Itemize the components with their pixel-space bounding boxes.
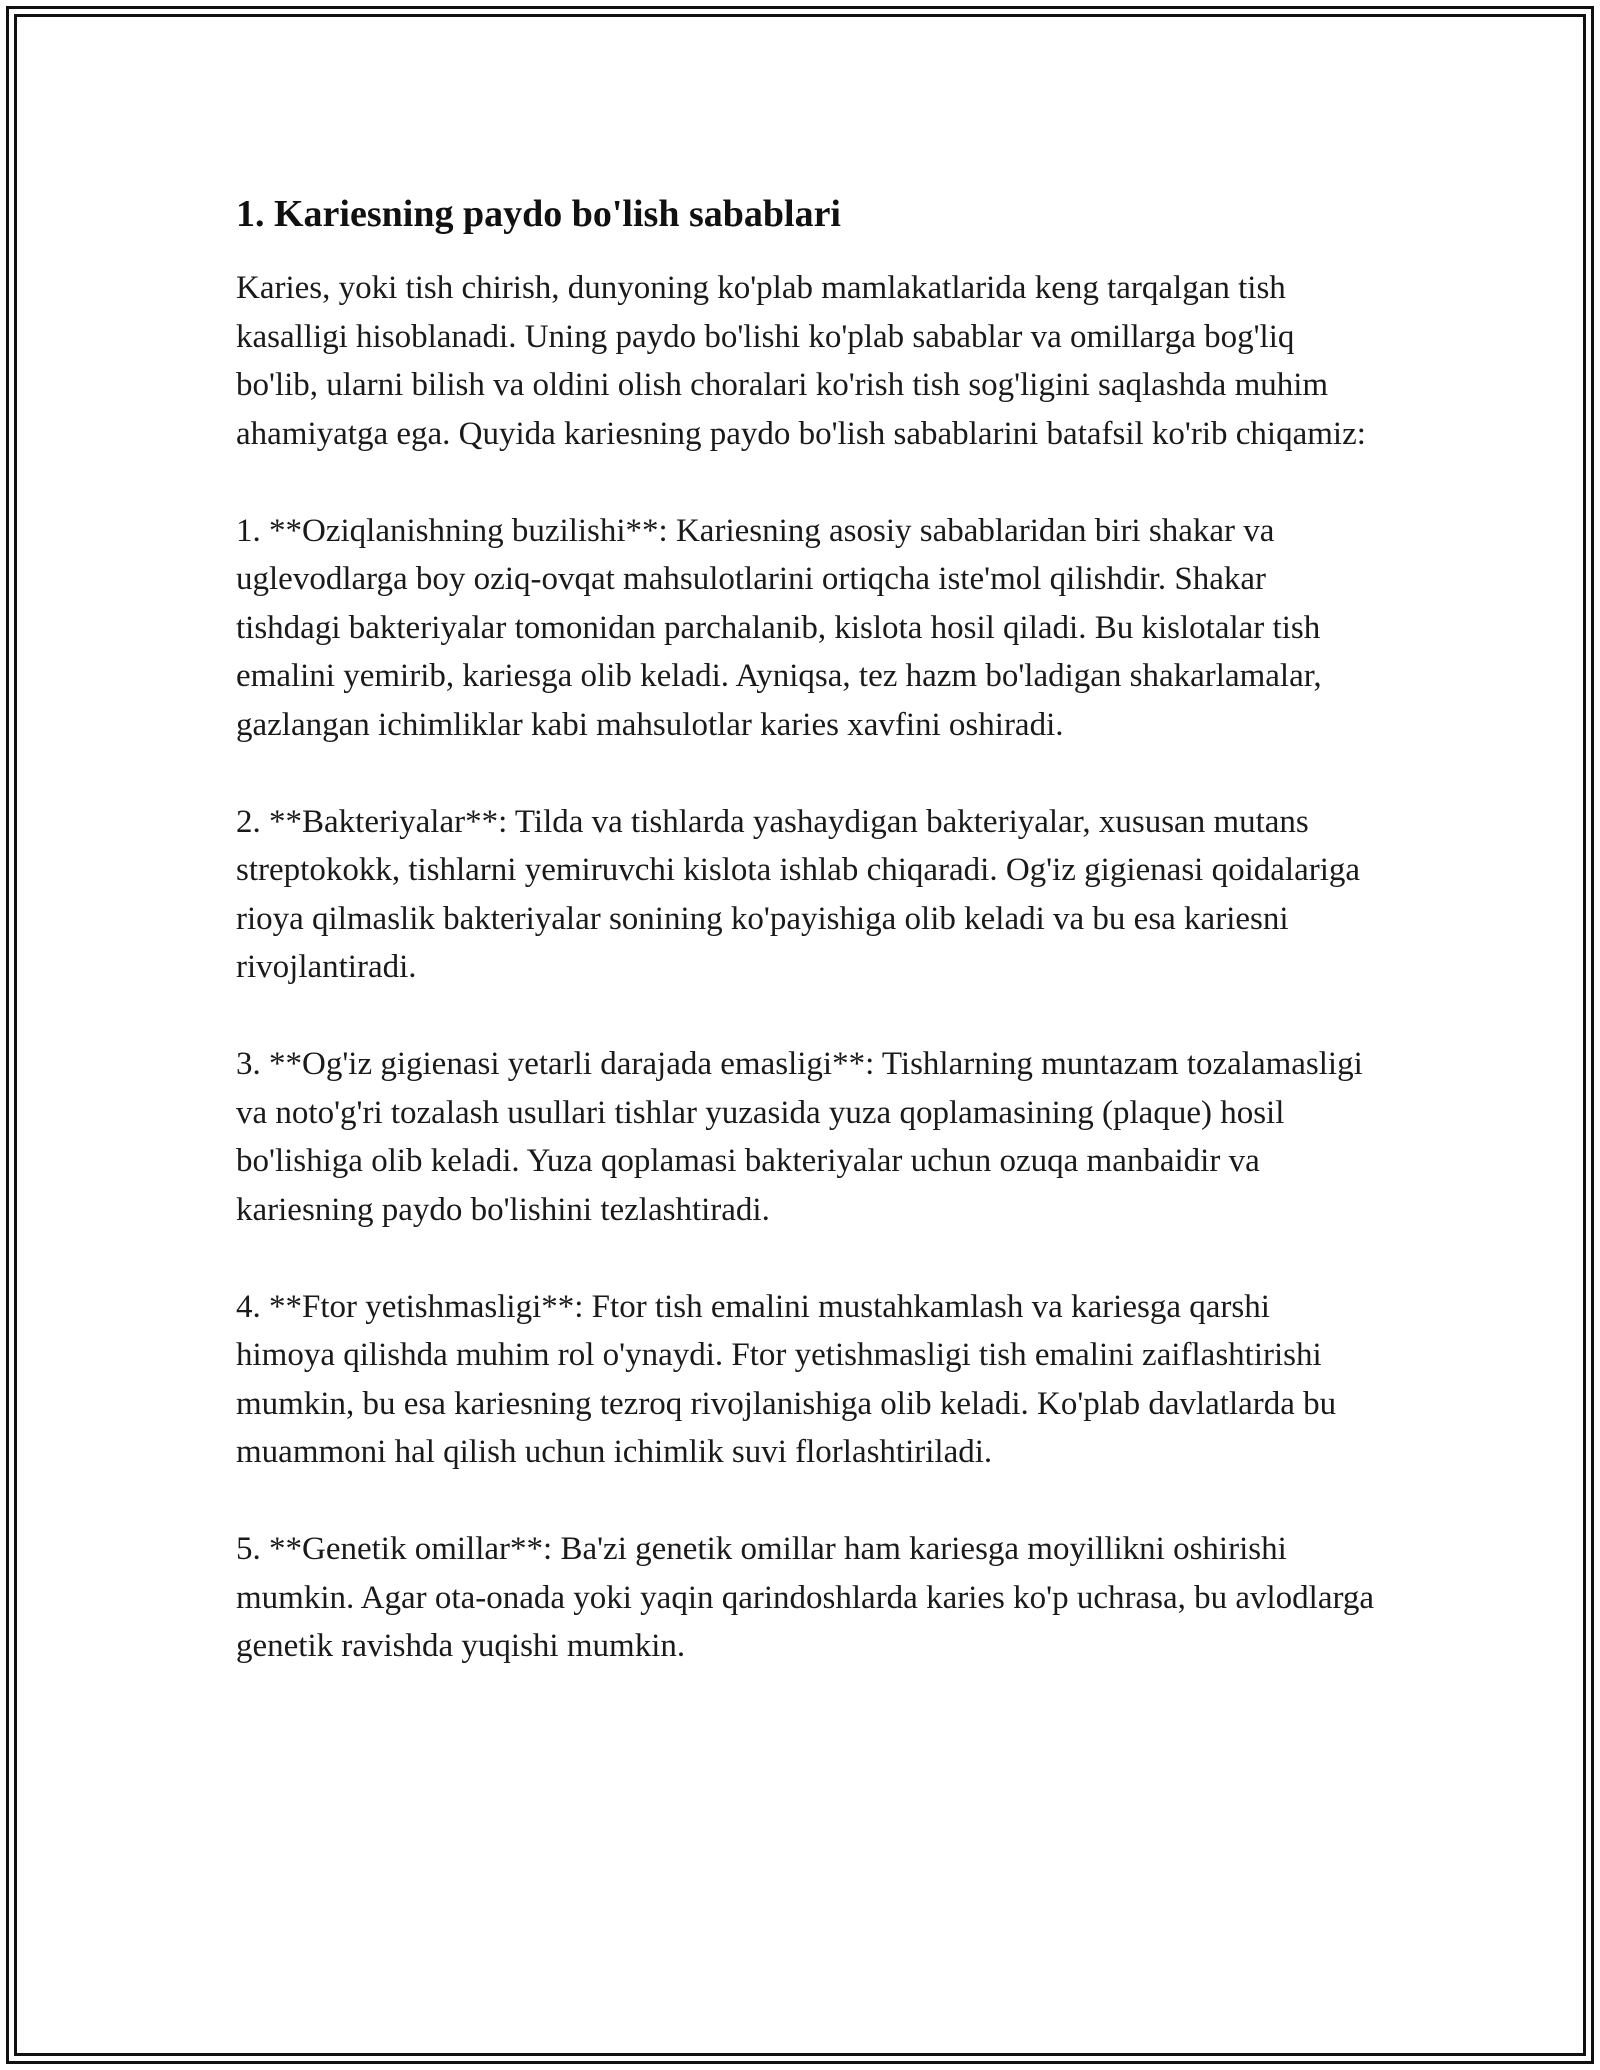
intro-paragraph: Karies, yoki tish chirish, dunyoning ko'plab mamlakatlarida keng tarqalgan tish kasalligi hisoblanadi. Uning paydo bo'lishi ko'plab sabablar va omillarga bog'liq bo'lib, ularni bilish va oldini olish choralari ko'rish tish sog'ligini saqlashda muhim ahamiyatga ega. Quyida kariesning paydo bo'lish sabablarini batafsil ko'rib chiqamiz: bbox=[236, 270, 1366, 452]
document-title: 1. Kariesning paydo bo'lish sabablari bbox=[236, 193, 841, 235]
cause-item-oral-hygiene: 3. **Og'iz gigienasi yetarli darajada emasligi**: Tishlarning muntazam tozalamasligi va noto'g'ri tozalash usullari tishlar yuzasida yuza qoplamasining (plaque) hosil bo'lishiga olib keladi. Yuza qoplamasi bakteriyalar uchun ozuqa manbaidir va kariesning paydo bo'lishini tezlashtiradi. bbox=[236, 1046, 1363, 1228]
document-body bbox=[236, 190, 1376, 1719]
cause-item-nutrition: 1. **Oziqlanishning buzilishi**: Kariesning asosiy sabablaridan biri shakar va uglevodlarga boy oziq-ovqat mahsulotlarini ortiqcha iste'mol qilishdir. Shakar tishdagi bakteriyalar tomonidan parchalanib, kislota hosil qiladi. Bu kislotalar tish emalini yemirib, kariesga olib keladi. Ayniqsa, tez hazm bo'ladigan shakarlamalar, gazlangan ichimliklar kabi mahsulotlar karies xavfini oshiradi. bbox=[236, 512, 1322, 743]
cause-item-genetics: 5. **Genetik omillar**: Ba'zi genetik omillar ham kariesga moyillikni oshirishi mumkin. Agar ota-onada yoki yaqin qarindoshlarda karies ko'p uchrasa, bu avlodlarga genetik ravishda yuqishi mumkin. bbox=[236, 1531, 1375, 1664]
cause-item-fluoride: 4. **Ftor yetishmasligi**: Ftor tish emalini mustahkamlash va kariesga qarshi himoya qilishda muhim rol o'ynaydi. Ftor yetishmasligi tish emalini zaiflashtirishi mumkin, bu esa kariesning tezroq rivojlanishiga olib keladi. Ko'plab davlatlarda bu muammoni hal qilish uchun ichimlik suvi florlashtiriladi. bbox=[236, 1288, 1337, 1470]
cause-item-bacteria: 2. **Bakteriyalar**: Tilda va tishlarda yashaydigan bakteriyalar, xususan mutans streptokokk, tishlarni yemiruvchi kislota ishlab chiqaradi. Og'iz gigienasi qoidalariga rioya qilmaslik bakteriyalar sonining ko'payishiga olib keladi va bu esa kariesni rivojlantiradi. bbox=[236, 803, 1361, 985]
